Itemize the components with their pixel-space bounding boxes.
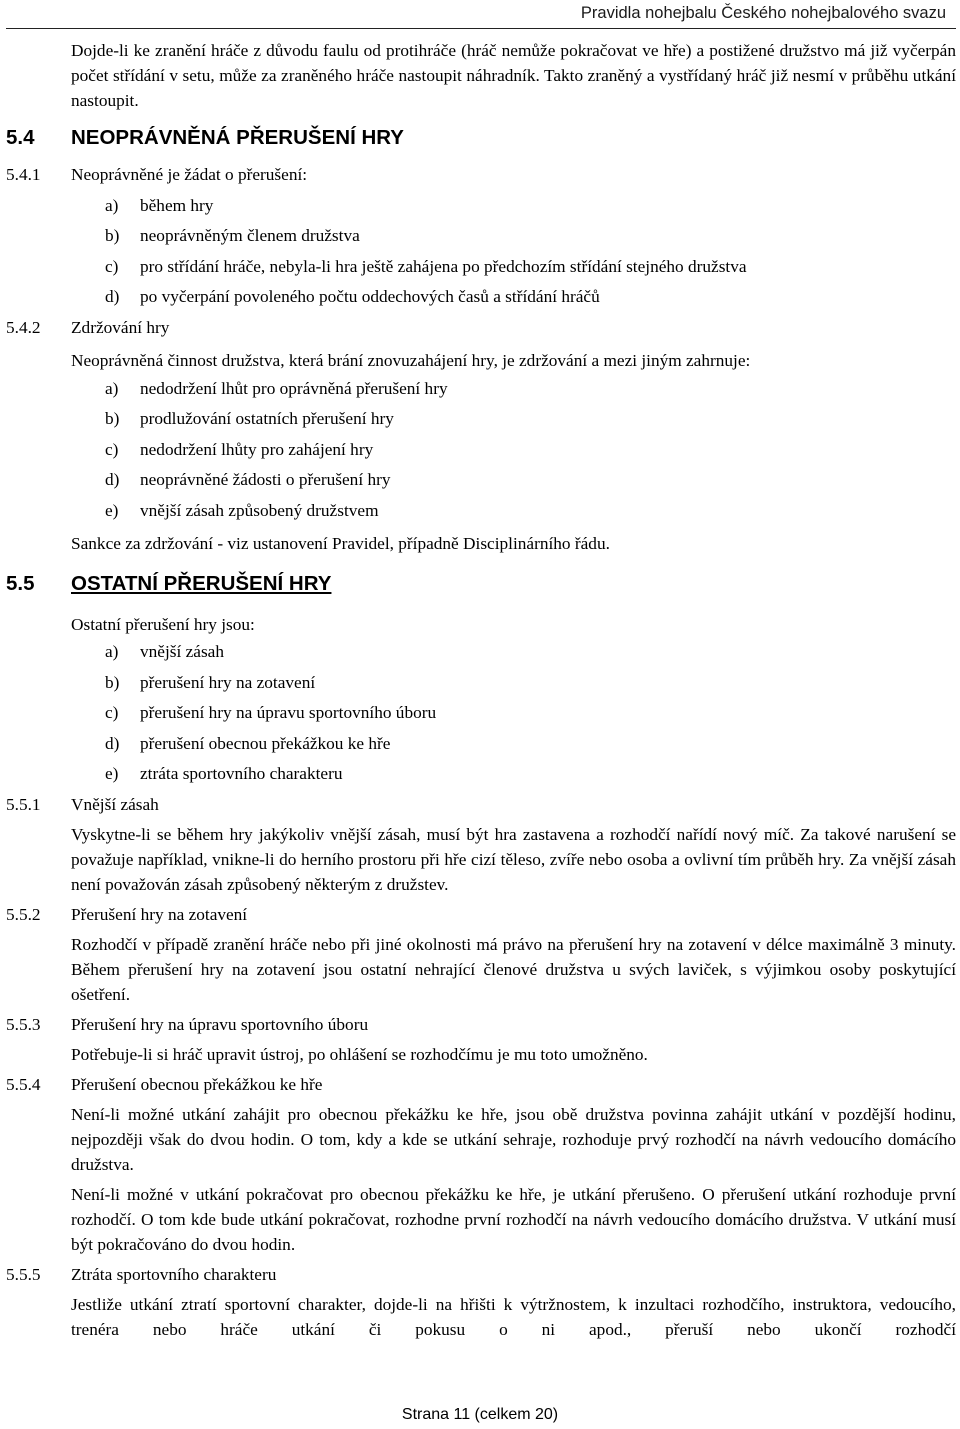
list-text: vnější zásah způsobený družstvem (140, 500, 379, 520)
list-item (105, 221, 956, 252)
subsection-5-4-2-intro: Neoprávněná činnost družstva, která brání znovuzahájení hry, je zdržování a mezi jiným zahrnuje: (71, 351, 751, 370)
list-text: po vyčerpání povoleného počtu oddechových časů a střídání hráčů (140, 287, 600, 307)
section-number: 5.4 (6, 125, 35, 149)
section-title: OSTATNÍ PŘERUŠENÍ HRY (71, 572, 332, 595)
subsection-title: Přerušení hry na úpravu sportovního úboru (71, 1015, 369, 1034)
intro-paragraph: Dojde-li ke zranění hráče z důvodu faulu od protihráče (hráč nemůže pokračovat ve hře) a postižené družstvo má již vyčerpán počet střídání v setu, může za zraněného hráče nastoupit náhradník. Takto zraněný a vystřídaný hráč již nesmí v průběhu utkání nastoupit. (71, 41, 956, 110)
list-label: a) (105, 642, 119, 662)
list-item (105, 373, 956, 404)
subsection-number: 5.5.5 (6, 1265, 41, 1284)
list-label: b) (105, 226, 120, 246)
list-item (105, 404, 956, 435)
subsection-number: 5.5.2 (6, 905, 41, 924)
list-item (105, 698, 956, 729)
subsection-number: 5.5.4 (6, 1075, 41, 1094)
list-item (105, 434, 956, 465)
list-item (105, 759, 956, 790)
subsection-title: Přerušení obecnou překážkou ke hře (71, 1075, 323, 1094)
list-item (105, 251, 956, 282)
header-rule (6, 28, 956, 29)
list-text: pro střídání hráče, nebyla-li hra ještě zahájena po předchozím střídání stejného družstva (140, 256, 747, 276)
list-label: d) (105, 733, 120, 753)
list-5-5 (6, 637, 956, 790)
subsection-title: Vnější zásah (71, 795, 159, 814)
subsection-5-5-2-heading (6, 899, 956, 930)
section-number: 5.5 (6, 572, 35, 595)
list-5-4-2 (6, 373, 956, 526)
subsection-number: 5.4.2 (6, 318, 41, 337)
list-label: d) (105, 287, 120, 307)
subsection-5-4-2-heading (6, 312, 956, 343)
section-title: NEOPRÁVNĚNÁ PŘERUŠENÍ HRY (71, 125, 404, 149)
running-header: Pravidla nohejbalu Českého nohejbalového svazu (580, 4, 946, 22)
subsection-5-5-5-heading (6, 1259, 956, 1290)
subsection-title: Přerušení hry na zotavení (71, 905, 248, 924)
subsection-5-5-2-text: Rozhodčí v případě zranění hráče nebo při jiné okolnosti má právo na přerušení hry na zotavení v délce maximálně 3 minuty. Během přerušení hry na zotavení jsou ostatní nehrající členové družstva u svých laviček, s výjimkou osoby poskytující ošetření. (71, 935, 956, 1004)
subsection-5-5-4-text-1: Není-li možné utkání zahájit pro obecnou překážku ke hře, jsou obě družstva povinna zahájit utkání v pozdější hodinu, nejpozději však do dvou hodin. O tom, kdy a kde se utkání sehraje, rozhoduje prvý rozhodčí na návrh vedoucího domácího družstva. (71, 1105, 956, 1174)
list-text: nedodržení lhůty pro zahájení hry (140, 439, 374, 459)
subsection-5-5-3-heading (6, 1009, 956, 1040)
list-item (105, 637, 956, 668)
list-label: b) (105, 672, 120, 692)
list-label: c) (105, 256, 119, 276)
list-text: ztráta sportovního charakteru (140, 764, 343, 784)
subsection-title: Zdržování hry (71, 318, 170, 337)
subsection-number: 5.5.1 (6, 795, 41, 814)
list-text: přerušení obecnou překážkou ke hře (140, 733, 391, 753)
list-text: přerušení hry na úpravu sportovního úboru (140, 703, 437, 723)
list-text: neoprávněným členem družstva (140, 226, 360, 246)
list-label: e) (105, 764, 119, 784)
subsection-5-5-4-heading (6, 1069, 956, 1100)
list-label: e) (105, 500, 119, 520)
list-label: c) (105, 439, 119, 459)
subsection-5-5-4-text-2: Není-li možné v utkání pokračovat pro obecnou překážku ke hře, je utkání přerušeno. O přerušení utkání rozhoduje první rozhodčí. O tom kde bude utkání pokračovat, rozhodne první rozhodčí na návrh vedoucího domácího družstva. V utkání musí být pokračováno do dvou hodin. (71, 1185, 956, 1254)
list-label: a) (105, 378, 119, 398)
list-5-4-1 (6, 190, 956, 312)
list-text: během hry (140, 195, 214, 215)
page-footer: Strana 11 (celkem 20) (401, 1406, 559, 1423)
subsection-5-5-1-heading (6, 789, 956, 820)
list-text: nedodržení lhůt pro oprávněná přerušení hry (140, 378, 448, 398)
list-item (105, 465, 956, 496)
list-label: c) (105, 703, 119, 723)
list-label: b) (105, 409, 120, 429)
sanction-note: Sankce za zdržování - viz ustanovení Pravidel, případně Disciplinárního řádu. (71, 533, 610, 553)
subsection-5-4-1-heading (6, 159, 956, 190)
section-5-4-heading (6, 115, 956, 159)
list-text: prodlužování ostatních přerušení hry (140, 409, 394, 429)
list-item (105, 495, 956, 526)
list-item (105, 282, 956, 313)
list-label: d) (105, 470, 120, 490)
subsection-number: 5.5.3 (6, 1015, 41, 1034)
list-item (105, 667, 956, 698)
subsection-5-5-5-text: Jestliže utkání ztratí sportovní charakter, dojde-li na hřišti k výtržnostem, k inzultaci rozhodčího, instruktora, vedoucího, trenéra nebo hráče utkání či pokusu o ni apod., přeruší nebo ukončí rozhodčí (71, 1295, 956, 1339)
subsection-5-5-1-text: Vyskytne-li se během hry jakýkoliv vnější zásah, musí být hra zastavena a rozhodčí nařídí nový míč. Za takové narušení se považuje například, vnikne-li do herního prostoru při hře cizí těleso, zvíře nebo osoba a ovlivní tím průběh hry. Za vnější zásah není považován zásah způsobený některým z družstev. (71, 825, 956, 894)
list-label: a) (105, 195, 119, 215)
subsection-5-5-3-text: Potřebuje-li si hráč upravit ústroj, po ohlášení se rozhodčímu je mu toto umožněno. (71, 1045, 648, 1064)
subsection-number: 5.4.1 (6, 165, 41, 184)
subsection-title: Neoprávněné je žádat o přerušení: (71, 165, 308, 184)
list-text: neoprávněné žádosti o přerušení hry (140, 470, 391, 490)
list-item (105, 190, 956, 221)
list-item (105, 728, 956, 759)
page-content (6, 38, 956, 1342)
section-5-5-intro: Ostatní přerušení hry jsou: (71, 614, 255, 634)
list-text: vnější zásah (140, 642, 224, 662)
list-text: přerušení hry na zotavení (140, 672, 316, 692)
subsection-title: Ztráta sportovního charakteru (71, 1265, 277, 1284)
section-5-5-heading (6, 562, 956, 606)
